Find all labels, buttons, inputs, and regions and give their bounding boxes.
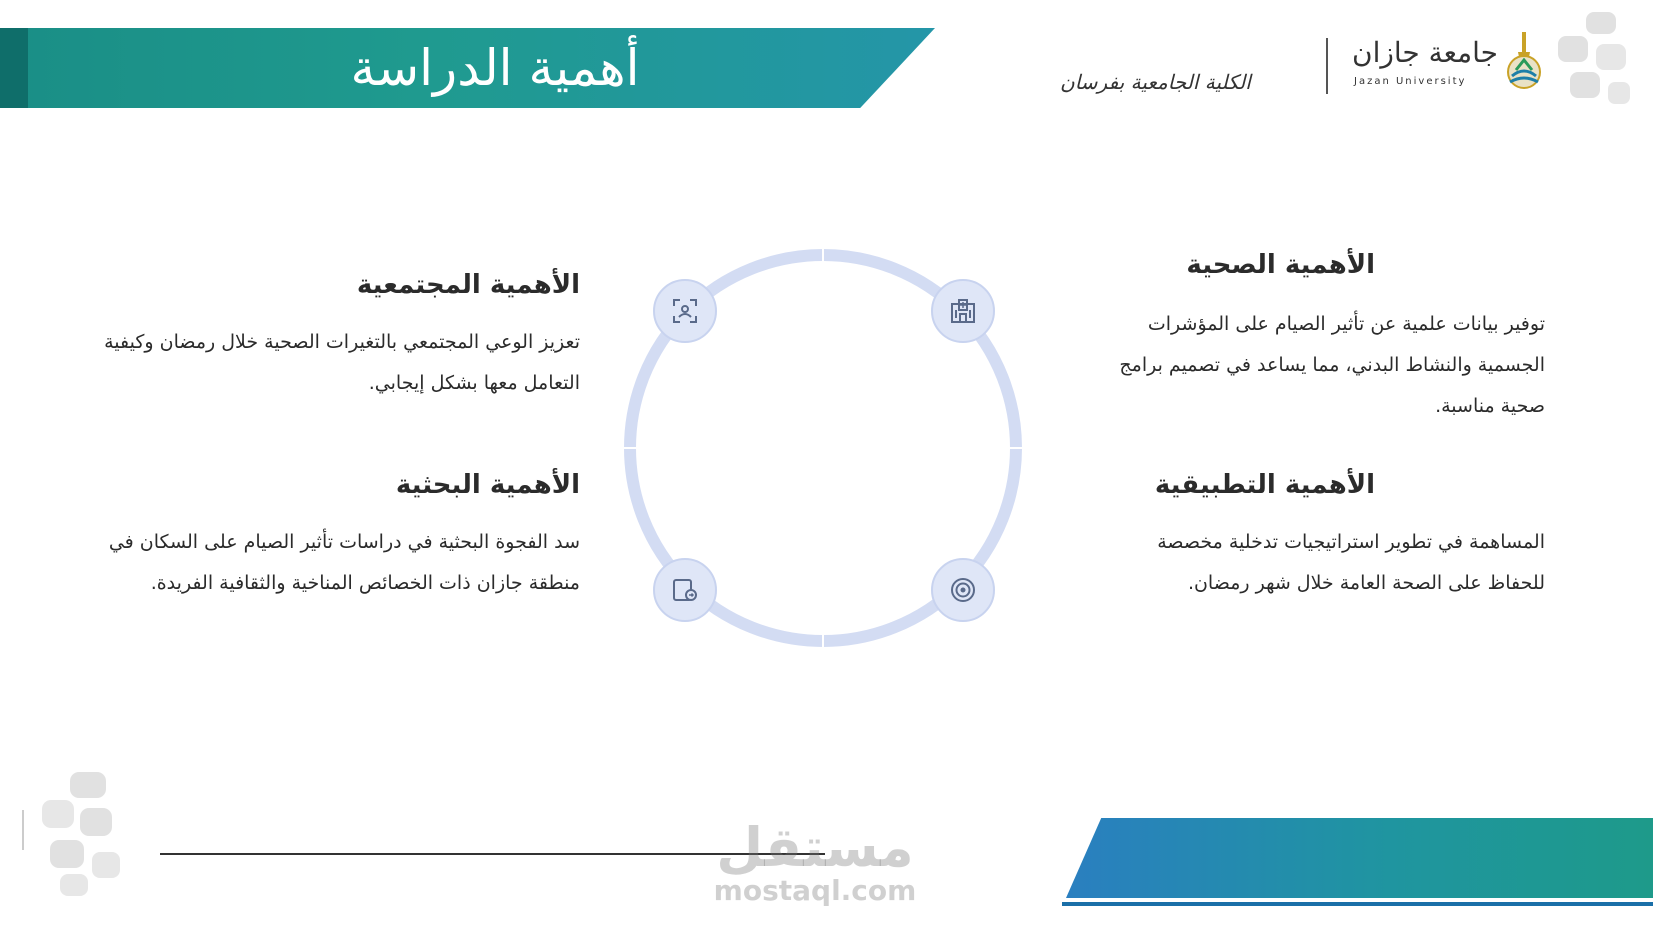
node-community	[653, 279, 717, 343]
section-health	[1090, 250, 1545, 427]
section-research	[100, 470, 580, 604]
university-emblem-icon	[1500, 30, 1548, 92]
puzzle-decoration-top	[1556, 10, 1646, 110]
section-health-heading: الأهمية الصحية	[1186, 250, 1375, 280]
college-name: الكلية الجامعية بفرسان	[1060, 70, 1251, 94]
bottom-banner-base	[1062, 902, 1653, 906]
node-applied	[931, 558, 995, 622]
university-name-english: Jazan University	[1354, 76, 1467, 87]
scan-icon	[670, 296, 700, 326]
section-community	[100, 270, 580, 404]
node-research	[653, 558, 717, 622]
section-applied	[1100, 470, 1545, 604]
logo-divider	[1326, 38, 1328, 94]
university-name-arabic: جامعة جازان	[1352, 36, 1498, 69]
section-community-body: تعزيز الوعي المجتمعي بالتغيرات الصحية خلال رمضان وكيفية التعامل معها بشكل إيجابي.	[104, 331, 580, 394]
page-title: أهمية الدراسة	[350, 39, 640, 97]
section-health-body: توفير بيانات علمية عن تأثير الصيام على المؤشرات الجسمية والنشاط البدني، مما يساعد في تصميم برامج صحية مناسبة.	[1119, 313, 1545, 417]
section-applied-body: المساهمة في تطوير استراتيجيات تدخلية مخصصة للحفاظ على الصحة العامة خلال شهر رمضان.	[1157, 531, 1545, 594]
decorative-bar	[22, 810, 24, 850]
section-research-body: سد الفجوة البحثية في دراسات تأثير الصيام على السكان في منطقة جازان ذات الخصائص المناخية والثقافية الفريدة.	[108, 531, 580, 594]
device-export-icon	[670, 575, 700, 605]
hospital-icon	[948, 296, 978, 326]
section-research-heading: الأهمية البحثية	[395, 470, 580, 500]
node-health	[931, 279, 995, 343]
bottom-banner	[1066, 818, 1653, 898]
section-community-heading: الأهمية المجتمعية	[356, 270, 580, 300]
target-icon	[948, 575, 978, 605]
watermark-latin: mostaql.com	[713, 874, 917, 907]
section-applied-heading: الأهمية التطبيقية	[1154, 470, 1375, 500]
watermark-arabic: مستقل	[716, 816, 914, 879]
watermark	[700, 816, 930, 907]
puzzle-decoration-bottom	[40, 770, 130, 900]
